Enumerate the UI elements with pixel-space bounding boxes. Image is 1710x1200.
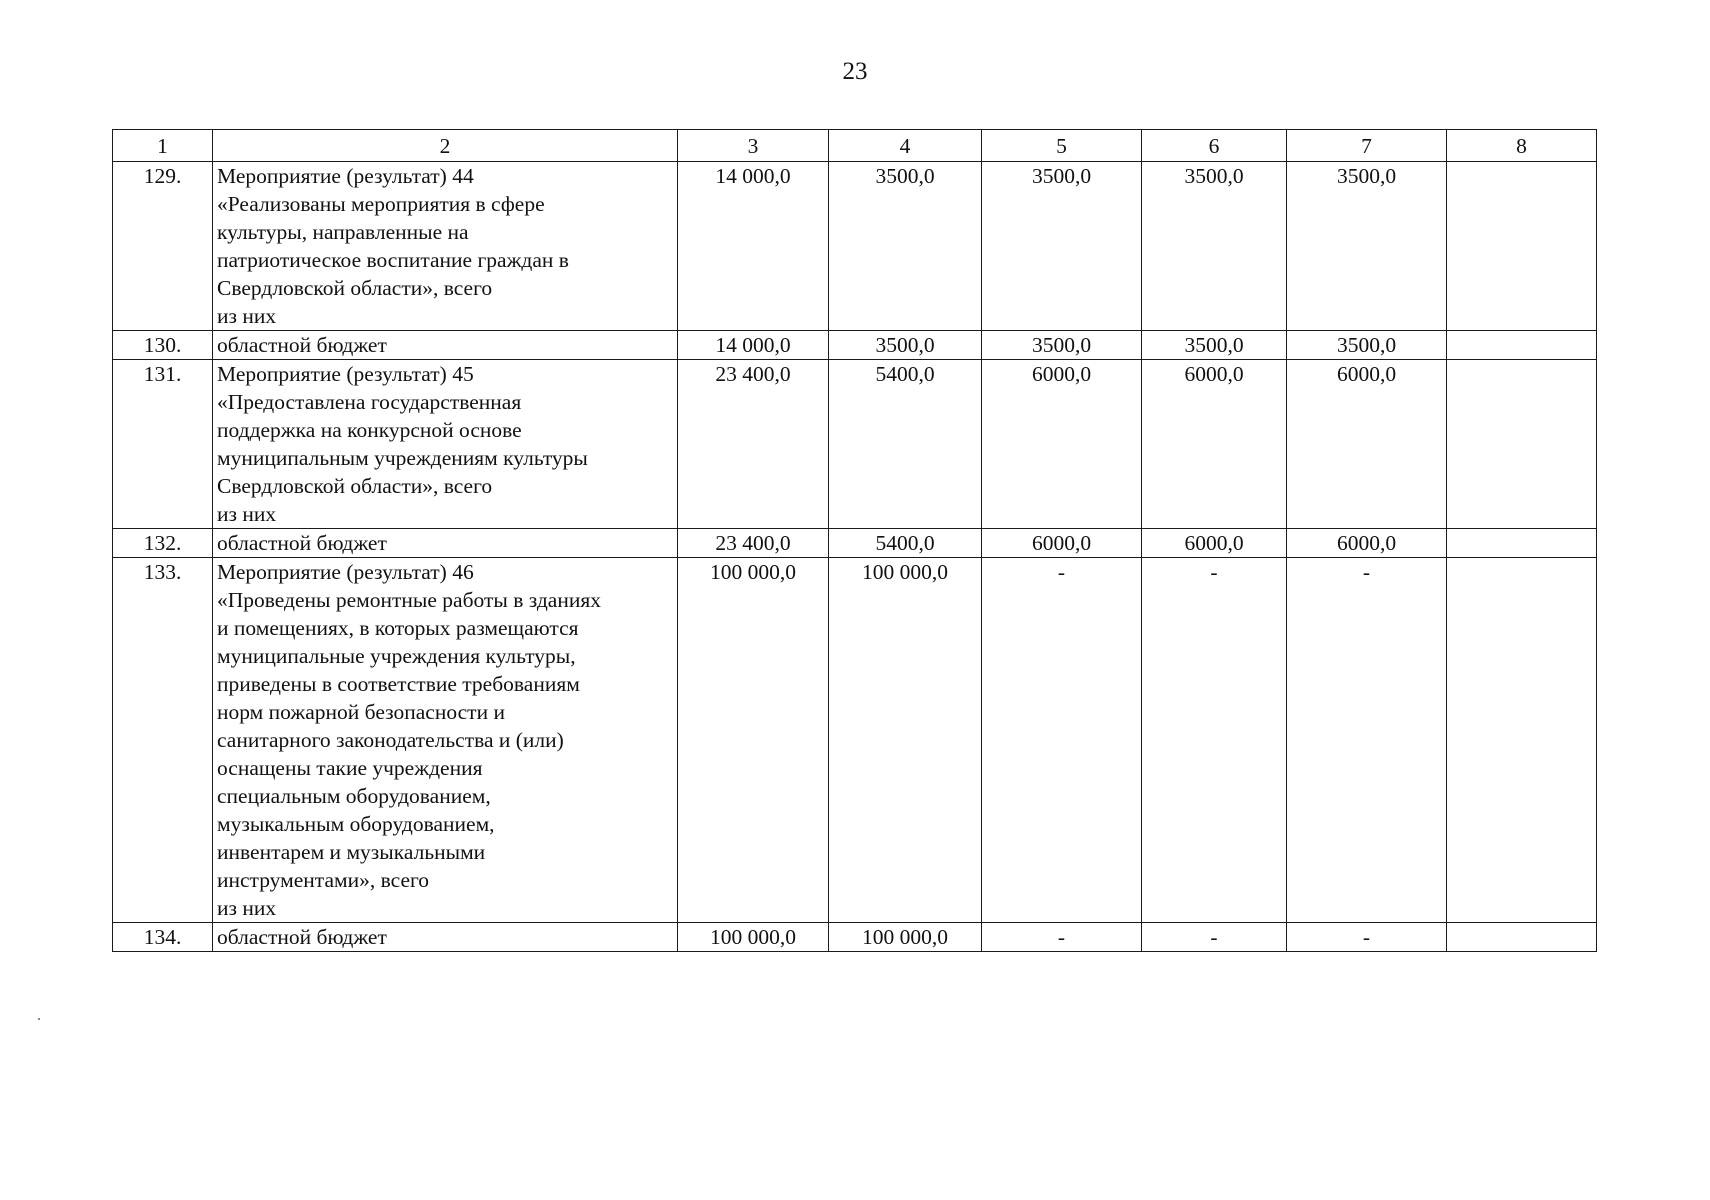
measure-name-line: «Реализованы мероприятия в сфере — [217, 192, 545, 216]
measure-name-line: из них — [217, 304, 277, 328]
measure-name-line: оснащены такие учреждения — [217, 756, 483, 780]
value-cell-col-8 — [1447, 331, 1597, 360]
value-cell-col-6: 3500,0 — [1142, 162, 1287, 331]
value-cell-col-8 — [1447, 162, 1597, 331]
header-cell: 3 — [678, 130, 829, 162]
table-row — [113, 331, 1597, 360]
measure-name-line: из них — [217, 896, 277, 920]
measure-name-line: санитарного законодательства и (или) — [217, 728, 564, 752]
value-cell-col-8 — [1447, 923, 1597, 952]
value-cell-col-3: 14 000,0 — [678, 331, 829, 360]
row-number-cell: 129. — [113, 162, 213, 331]
measure-name-cell — [213, 558, 678, 923]
measure-name-line: Мероприятие (результат) 46 — [217, 560, 474, 584]
value-cell-col-7: 6000,0 — [1287, 529, 1447, 558]
page-number: 23 — [842, 58, 868, 85]
measure-name-line: музыкальным оборудованием, — [217, 812, 495, 836]
value-cell-col-7: 3500,0 — [1287, 162, 1447, 331]
measure-name-line: приведены в соответствие требованиям — [217, 672, 580, 696]
measure-name-line: Свердловской области», всего — [217, 276, 493, 300]
measure-name-line: и помещениях, в которых размещаются — [217, 616, 579, 640]
value-cell-col-7: - — [1287, 923, 1447, 952]
measure-name-cell — [213, 529, 678, 558]
header-cell: 8 — [1447, 130, 1597, 162]
header-cell: 7 — [1287, 130, 1447, 162]
table-row — [113, 162, 1597, 331]
measure-name-line: областной бюджет — [217, 531, 387, 555]
header-cell: 5 — [982, 130, 1142, 162]
table-header-row — [113, 130, 1597, 162]
measure-name-line: Свердловской области», всего — [217, 474, 493, 498]
value-cell-col-6: 6000,0 — [1142, 529, 1287, 558]
value-cell-col-4: 5400,0 — [829, 360, 982, 529]
value-cell-col-3: 23 400,0 — [678, 529, 829, 558]
header-cell: 1 — [113, 130, 213, 162]
row-number-cell: 134. — [113, 923, 213, 952]
row-number-cell: 131. — [113, 360, 213, 529]
row-number-cell: 132. — [113, 529, 213, 558]
value-cell-col-3: 14 000,0 — [678, 162, 829, 331]
measure-name-line: муниципальные учреждения культуры, — [217, 644, 576, 668]
value-cell-col-8 — [1447, 558, 1597, 923]
measure-name-line: инвентарем и музыкальными — [217, 840, 486, 864]
measure-name-line: норм пожарной безопасности и — [217, 700, 505, 724]
header-cell: 4 — [829, 130, 982, 162]
header-cell: 6 — [1142, 130, 1287, 162]
value-cell-col-3: 23 400,0 — [678, 360, 829, 529]
value-cell-col-5: 3500,0 — [982, 162, 1142, 331]
value-cell-col-6: 3500,0 — [1142, 331, 1287, 360]
measure-name-cell — [213, 360, 678, 529]
value-cell-col-7: - — [1287, 558, 1447, 923]
value-cell-col-5: - — [982, 558, 1142, 923]
value-cell-col-5: 6000,0 — [982, 529, 1142, 558]
measure-name-line: инструментами», всего — [217, 868, 430, 892]
value-cell-col-7: 3500,0 — [1287, 331, 1447, 360]
budget-table — [112, 129, 1597, 952]
value-cell-col-3: 100 000,0 — [678, 923, 829, 952]
row-number-cell: 130. — [113, 331, 213, 360]
value-cell-col-8 — [1447, 529, 1597, 558]
value-cell-col-5: - — [982, 923, 1142, 952]
value-cell-col-4: 100 000,0 — [829, 923, 982, 952]
header-cell: 2 — [213, 130, 678, 162]
measure-name-line: областной бюджет — [217, 925, 387, 949]
measure-name-line: областной бюджет — [217, 333, 387, 357]
value-cell-col-6: - — [1142, 923, 1287, 952]
value-cell-col-4: 5400,0 — [829, 529, 982, 558]
measure-name-line: специальным оборудованием, — [217, 784, 491, 808]
measure-name-line: «Предоставлена государственная — [217, 390, 522, 414]
value-cell-col-7: 6000,0 — [1287, 360, 1447, 529]
measure-name-line: патриотическое воспитание граждан в — [217, 248, 569, 272]
value-cell-col-6: 6000,0 — [1142, 360, 1287, 529]
value-cell-col-4: 3500,0 — [829, 162, 982, 331]
value-cell-col-6: - — [1142, 558, 1287, 923]
value-cell-col-5: 6000,0 — [982, 360, 1142, 529]
measure-name-line: Мероприятие (результат) 45 — [217, 362, 474, 386]
measure-name-cell — [213, 331, 678, 360]
table-row — [113, 360, 1597, 529]
measure-name-line: Мероприятие (результат) 44 — [217, 164, 474, 188]
value-cell-col-4: 3500,0 — [829, 331, 982, 360]
measure-name-line: поддержка на конкурсной основе — [217, 418, 522, 442]
measure-name-cell — [213, 923, 678, 952]
measure-name-line: из них — [217, 502, 277, 526]
measure-name-line: «Проведены ремонтные работы в зданиях — [217, 588, 601, 612]
row-number-cell: 133. — [113, 558, 213, 923]
measure-name-cell — [213, 162, 678, 331]
table-row — [113, 558, 1597, 923]
value-cell-col-8 — [1447, 360, 1597, 529]
table-body — [113, 130, 1597, 952]
value-cell-col-3: 100 000,0 — [678, 558, 829, 923]
value-cell-col-4: 100 000,0 — [829, 558, 982, 923]
measure-name-line: культуры, направленные на — [217, 220, 469, 244]
value-cell-col-5: 3500,0 — [982, 331, 1142, 360]
table-row — [113, 923, 1597, 952]
scan-speck — [38, 1018, 40, 1020]
measure-name-line: муниципальным учреждениям культуры — [217, 446, 588, 470]
table-row — [113, 529, 1597, 558]
